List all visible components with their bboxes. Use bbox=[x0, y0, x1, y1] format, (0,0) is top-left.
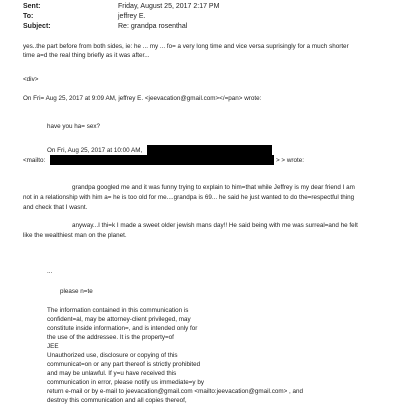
disclaimer-line: destroy this communication and all copies thereof, bbox=[47, 397, 187, 404]
disclaimer-line: the use of the addressee. It is the property=of bbox=[47, 334, 174, 341]
sent-value: Friday, August 25, 2017 2:17 PM bbox=[118, 3, 220, 10]
subject-value: Re: grandpa rosenthal bbox=[118, 23, 188, 30]
disclaimer-line: The information contained in this communication is bbox=[47, 307, 189, 314]
disclaimer-line: communication in error, please notify us immediate=y by bbox=[47, 379, 204, 386]
body-line: time a=d the real thing briefly as it was after... bbox=[23, 52, 150, 59]
disclaimer-line: communicat=on or any part thereof is strictly prohibited bbox=[47, 361, 201, 368]
disclaimer-line: and may be unlawful. If y=u have received this bbox=[47, 370, 177, 377]
disclaimer-line: return e-mail or by e-mail to jeevacation@gmail.com <mailto:jeevacation@gmail.com> , and bbox=[47, 388, 304, 395]
mailto-end-text: > > wrote: bbox=[276, 157, 305, 164]
mailto-text: <mailto: bbox=[23, 157, 46, 164]
sent-label: Sent: bbox=[23, 3, 41, 10]
redaction-bar bbox=[147, 145, 272, 155]
disclaimer-line: constitute inside information=, and is intended only for bbox=[47, 325, 198, 332]
body-line: and check that I wasnt. bbox=[23, 204, 88, 211]
to-value: jeffrey E. bbox=[118, 13, 146, 20]
quoted-header: On Fri, Aug 25, 2017 at 10:00 AM, bbox=[47, 147, 143, 154]
div-tag-text: <div> bbox=[23, 76, 39, 83]
please-note-text: please n=te bbox=[60, 288, 93, 295]
redaction-bar bbox=[50, 155, 274, 165]
body-line: yes..the part before from both sides, ie: he ... my ... fo= a very long time and vice versa suprisingly for a much shorter bbox=[23, 43, 349, 50]
quoted-line: have you ha= sex? bbox=[47, 123, 101, 130]
ellipsis-text: ... bbox=[47, 268, 53, 275]
body-line: not in a relationship with him a= he is too old for me....grandpa is 69... he said he just wanted to do the=respectful thing bbox=[23, 194, 355, 201]
disclaimer-line: JEE bbox=[47, 343, 59, 350]
body-line: like the wealthiest man on the planet. bbox=[23, 232, 127, 239]
subject-label: Subject: bbox=[23, 23, 51, 30]
body-line: anyway...I thi=k I made a sweet older jewish mans day!! He said being with me was surreal=and he felt bbox=[72, 222, 358, 229]
quoted-header: On Fri= Aug 25, 2017 at 9:09 AM, jeffrey E. <jeevacation@gmail.com></=pan> wrote: bbox=[23, 95, 262, 102]
disclaimer-line: confident=al, may be attorney-client privileged, may bbox=[47, 316, 191, 323]
to-label: To: bbox=[23, 13, 34, 20]
body-line: grandpa googled me and it was funny trying to explain to him=that while Jeffrey is my dear friend I am bbox=[72, 184, 355, 191]
disclaimer-line: Unauthorized use, disclosure or copying of this bbox=[47, 352, 178, 359]
